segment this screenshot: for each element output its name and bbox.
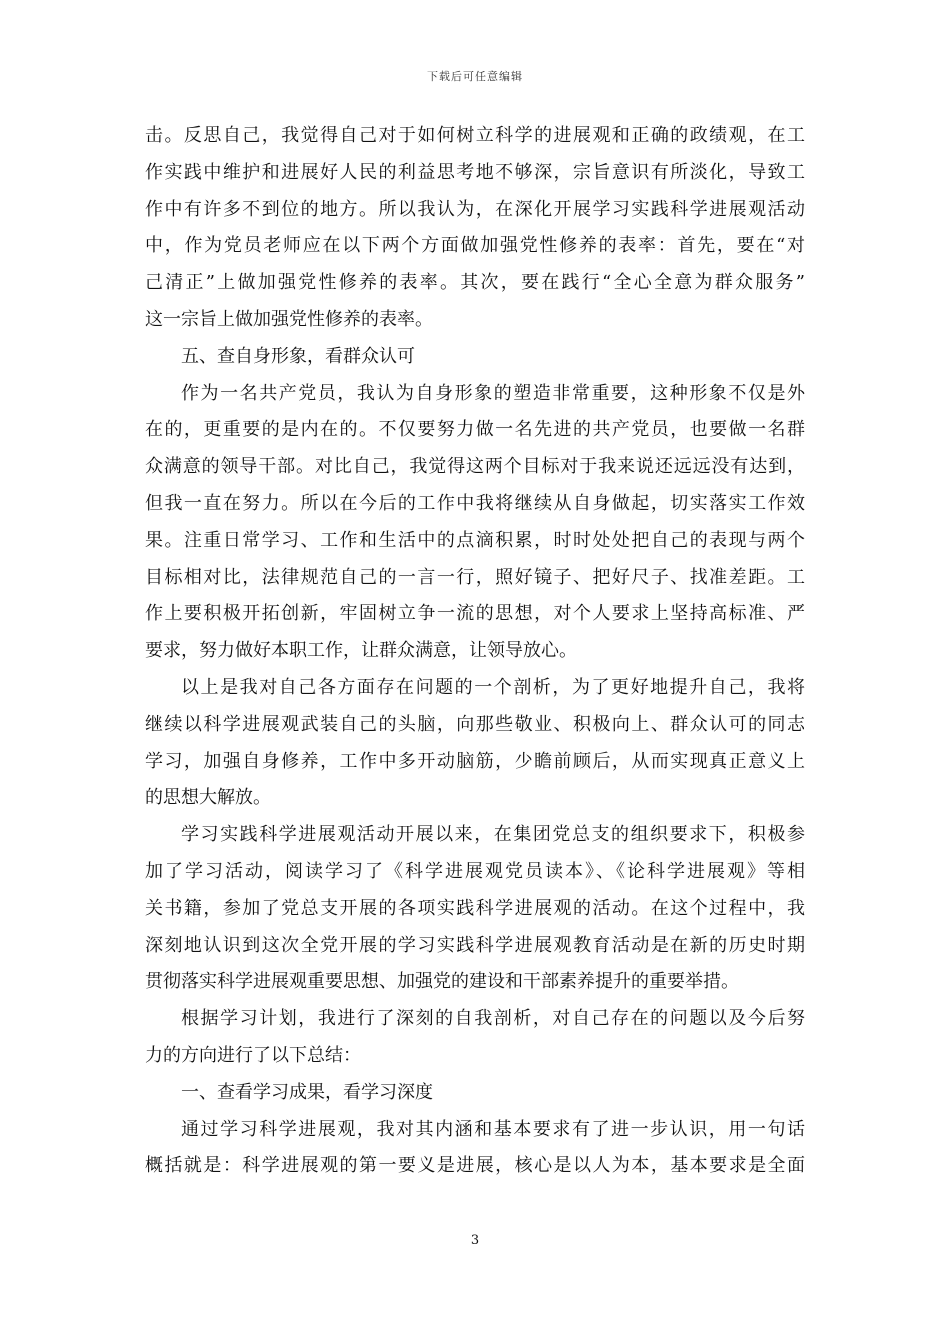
text-line: 通过学习科学进展观，我对其内涵和基本要求有了进一步认识，用一句话 (181, 1118, 805, 1140)
text-line: 学习，加强自身修养，工作中多开动脑筋，少瞻前顾后，从而实现真正意义上 (145, 750, 805, 772)
text-line: 众满意的领导干部。对比自己，我觉得这两个目标对于我来说还远远没有达到， (145, 456, 805, 478)
text-line: 作为一名共产党员，我认为自身形象的塑造非常重要，这种形象不仅是外 (181, 382, 805, 404)
text-line: 根据学习计划，我进行了深刻的自我剖析，对自己存在的问题以及今后努 (181, 1008, 805, 1030)
text-line: 一、查看学习成果，看学习深度 (181, 1081, 433, 1103)
text-line: 深刻地认识到这次全党开展的学习实践科学进展观教育活动是在新的历史时期 (145, 934, 805, 956)
text-line: 力的方向进行了以下总结： (145, 1044, 361, 1066)
text-line: 果。注重日常学习、工作和生活中的点滴积累，时时处处把自己的表现与两个 (145, 529, 805, 551)
text-line: 作实践中维护和进展好人民的利益思考地不够深，宗旨意识有所淡化，导致工 (145, 161, 805, 183)
text-line: 击。反思自己，我觉得自己对于如何树立科学的进展观和正确的政绩观，在工 (145, 125, 805, 146)
header-note: 下载后可任意编辑 (427, 70, 523, 83)
text-line: 这一宗旨上做加强党性修养的表率。 (145, 308, 433, 330)
text-line: 继续以科学进展观武装自己的头脑，向那些敬业、积极向上、群众认可的同志 (145, 713, 805, 735)
text-line: 加了学习活动，阅读学习了《科学进展观党员读本》、《论科学进展观》等相 (145, 860, 805, 882)
text-line: 要求，努力做好本职工作，让群众满意，让领导放心。 (145, 640, 577, 662)
text-line: 五、查自身形象，看群众认可 (181, 345, 415, 367)
text-line: 作中有许多不到位的地方。所以我认为，在深化开展学习实践科学进展观活动 (145, 198, 805, 220)
text-line: 概括就是：科学进展观的第一要义是进展，核心是以人为本，基本要求是全面 (145, 1155, 805, 1177)
text-line: 目标相对比，法律规范自己的一言一行，照好镜子、把好尺子、找准差距。工 (145, 566, 805, 588)
text-line: 的思想大解放。 (145, 787, 271, 809)
page-number: 3 (470, 1233, 480, 1248)
text-line: 在的，更重要的是内在的。不仅要努力做一名先进的共产党员，也要做一名群 (145, 419, 805, 441)
text-line: 己清正”上做加强党性修养的表率。其次，要在践行“全心全意为群众服务” (145, 272, 805, 294)
text-line: 以上是我对自己各方面存在问题的一个剖析，为了更好地提升自己，我将 (181, 676, 805, 698)
document-body (145, 118, 805, 1185)
text-line: 贯彻落实科学进展观重要思想、加强党的建设和干部素养提升的重要举措。 (145, 971, 739, 993)
text-line: 但我一直在努力。所以在今后的工作中我将继续从自身做起，切实落实工作效 (145, 492, 805, 514)
text-line: 关书籍，参加了党总支开展的各项实践科学进展观的活动。在这个过程中，我 (145, 897, 805, 919)
text-line: 作上要积极开拓创新，牢固树立争一流的思想，对个人要求上坚持高标准、严 (145, 603, 805, 625)
text-line: 学习实践科学进展观活动开展以来，在集团党总支的组织要求下，积极参 (181, 824, 805, 846)
text-line: 中，作为党员老师应在以下两个方面做加强党性修养的表率：首先，要在“对 (145, 235, 805, 257)
